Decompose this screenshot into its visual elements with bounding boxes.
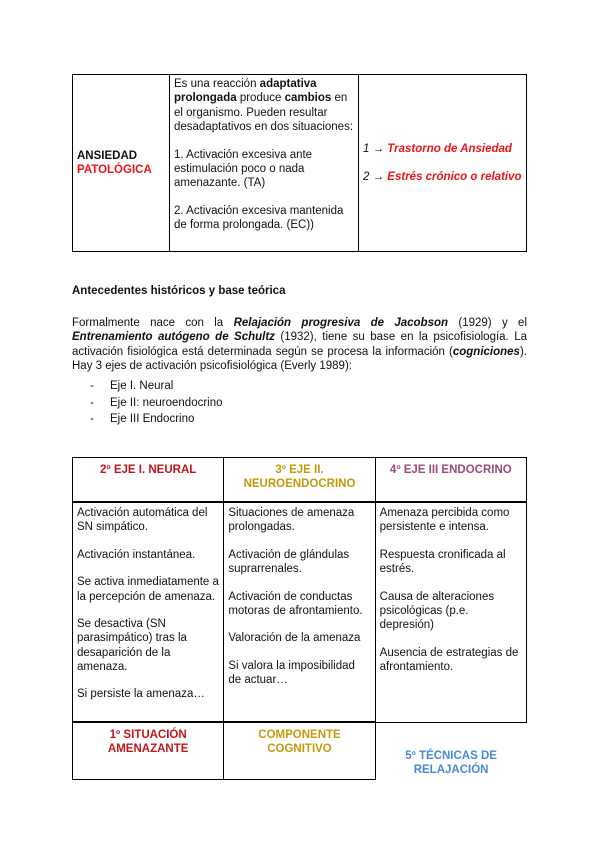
pathological-label: PATOLÓGICA bbox=[77, 164, 152, 176]
table-cell-text: Amenaza percibida como persistente e intensa. bbox=[379, 507, 510, 534]
footer-cognitive-component: COMPONENTE COGNITIVO bbox=[224, 722, 375, 780]
header-neuroendocrine: 3º EJE II. NEUROENDOCRINO bbox=[224, 458, 375, 503]
table-cell-text: Respuesta cronificada al estrés. bbox=[379, 548, 506, 576]
footer-threat-situation: 1º SITUACIÓN AMENAZANTE bbox=[73, 722, 224, 780]
table-cell-text: Activación instantánea. bbox=[77, 548, 196, 561]
header-neural: 2º EJE I. NEURAL bbox=[73, 458, 224, 503]
footer-relaxation-techniques: 5º TÉCNICAS DE RELAJACIÓN bbox=[405, 749, 497, 777]
result-1: 1 → Trastorno de Ansiedad bbox=[363, 143, 512, 156]
anxiety-label: ANSIEDAD bbox=[77, 149, 138, 162]
table-cell-text: Situaciones de amenaza prolongadas. bbox=[228, 507, 355, 534]
table-cell-text: Activación automática del SN simpático. bbox=[77, 507, 208, 534]
anxiety-description: Es una reacción adaptativa prolongada produce cambios en el organismo. Pueden resultar desadaptativos en dos situaciones: bbox=[174, 78, 354, 134]
result-2: 2 → Estrés crónico o relativo bbox=[363, 170, 522, 183]
header-endocrine: 4º EJE III ENDOCRINO bbox=[375, 458, 526, 503]
anxiety-description-cell bbox=[170, 75, 359, 252]
description-item-1: 1. Activación excesiva ante estimulación poco o nada amenazante. (TA) bbox=[174, 148, 313, 190]
list-item: - Eje I. Neural bbox=[90, 380, 174, 392]
table-cell-text: Activación de conductas motoras de afrontamiento. bbox=[228, 590, 363, 617]
table-cell-text: Si persiste la amenaza… bbox=[77, 688, 205, 701]
table-cell-text: Si valora la imposibilidad de actuar… bbox=[228, 659, 355, 686]
table-cell-text: Se activa inmediatamente a la percepción de amenaza. bbox=[77, 576, 219, 603]
table-cell-text: Ausencia de estrategias de afrontamiento. bbox=[379, 646, 519, 673]
description-item-2: 2. Activación excesiva mantenida de forma prolongada. (EC)) bbox=[174, 204, 344, 231]
table-cell-text: Causa de alteraciones psicológicas (p.e. depresión) bbox=[379, 590, 495, 632]
intro-paragraph: Formalmente nace con la Relajación progresiva de Jacobson (1929) y el Entrenamiento autógeno de Schultz (1932), tiene su base en la psicofisiología. La activación fisiológica está determinada según se procesa la información (cogniciones). Hay 3 ejes de activación psicofisiológica (Everly 1989): bbox=[72, 317, 528, 373]
table-cell-text: Activación de glándulas suprarrenales. bbox=[228, 548, 350, 576]
anxiety-label-cell bbox=[73, 75, 170, 252]
table-cell-text: Valoración de la amenaza bbox=[228, 632, 361, 645]
neuroendocrine-column bbox=[224, 502, 375, 722]
list-item: - Eje II: neuroendocrino bbox=[90, 396, 223, 409]
neural-column bbox=[73, 502, 224, 722]
section-heading: Antecedentes históricos y base teórica bbox=[72, 285, 286, 297]
endocrine-column bbox=[375, 502, 526, 722]
list-item: - Eje III Endocrino bbox=[90, 413, 195, 425]
axes-list bbox=[90, 379, 223, 429]
table-cell-text: Se desactiva (SN parasimpático) tras la desaparición de la amenaza. bbox=[77, 617, 187, 673]
axes-table bbox=[72, 457, 527, 780]
anxiety-table bbox=[72, 74, 527, 252]
anxiety-result-cell bbox=[359, 75, 527, 252]
